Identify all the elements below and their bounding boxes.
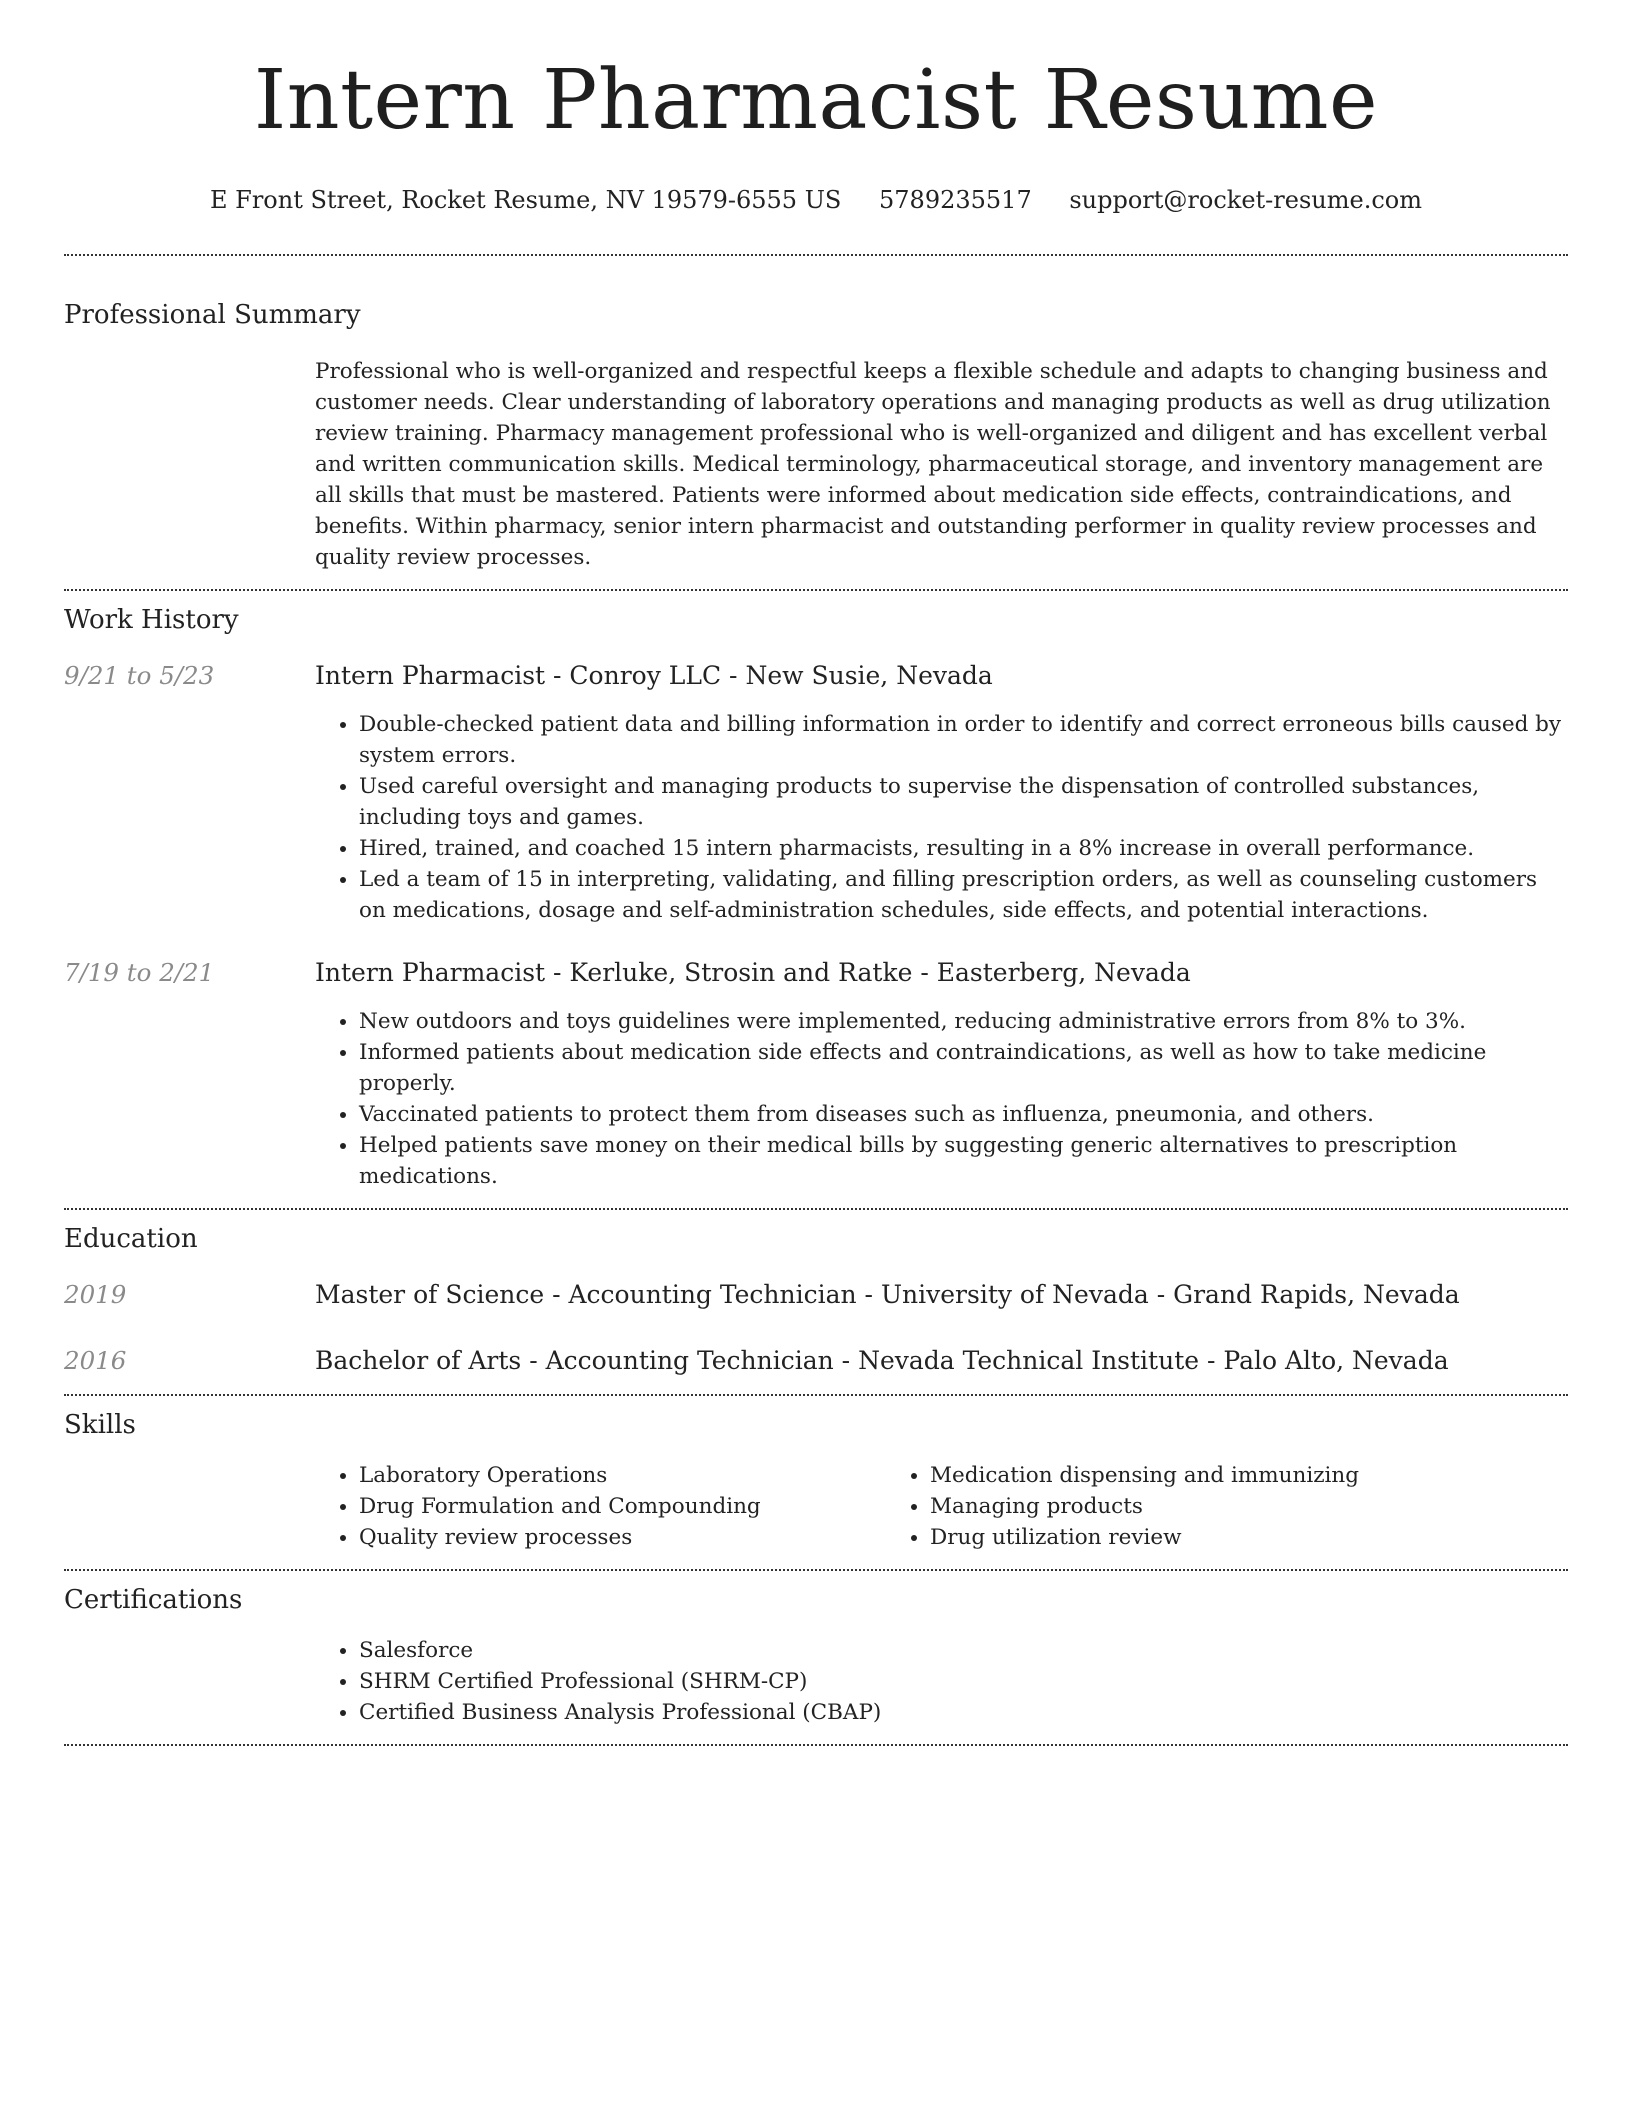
list-item: • SHRM Certified Professional (SHRM-CP) bbox=[359, 1666, 1568, 1697]
job-heading: Intern Pharmacist - Conroy LLC - New Susie, Nevada bbox=[315, 661, 993, 690]
contact-address: E Front Street, Rocket Resume, NV 19579-6555 US bbox=[210, 186, 842, 214]
job-bullets bbox=[315, 1006, 1568, 1192]
education-year: 2019 bbox=[64, 1280, 127, 1309]
list-item: • Used careful oversight and managing products to supervise the dispensation of controlled substances, including toys and games. bbox=[359, 771, 1568, 833]
education-degree: Bachelor of Arts - Accounting Technician - Nevada Technical Institute - Palo Alto, Nevada bbox=[315, 1346, 1449, 1375]
list-item: • Vaccinated patients to protect them from diseases such as influenza, pneumonia, and others. bbox=[359, 1099, 1568, 1130]
divider bbox=[64, 1744, 1568, 1746]
job-entry bbox=[64, 956, 1568, 1192]
job-dates: 9/21 to 5/23 bbox=[64, 661, 215, 690]
divider bbox=[64, 254, 1568, 256]
list-item: • Led a team of 15 in interpreting, validating, and filling prescription orders, as well as counseling customers on medications, dosage and self-administration schedules, side effects, and potential interactions. bbox=[359, 864, 1568, 926]
list-item: • Drug utilization review bbox=[930, 1522, 1457, 1553]
divider bbox=[64, 589, 1568, 591]
section-title-summary: Professional Summary bbox=[64, 300, 361, 330]
list-item: • New outdoors and toys guidelines were implemented, reducing administrative errors from 8% to 3%. bbox=[359, 1006, 1568, 1037]
divider bbox=[64, 1208, 1568, 1210]
job-entry bbox=[64, 659, 1568, 926]
list-item: • Hired, trained, and coached 15 intern pharmacists, resulting in a 8% increase in overall performance. bbox=[359, 833, 1568, 864]
section-title-skills: Skills bbox=[64, 1410, 136, 1440]
list-item: • Certified Business Analysis Professional (CBAP) bbox=[359, 1697, 1568, 1728]
education-degree: Master of Science - Accounting Technician - University of Nevada - Grand Rapids, Nevada bbox=[315, 1280, 1460, 1309]
contact-line bbox=[64, 184, 1568, 216]
contact-email: support@rocket-resume.com bbox=[1069, 186, 1422, 214]
list-item: • Helped patients save money on their medical bills by suggesting generic alternatives to prescription medications. bbox=[359, 1130, 1568, 1192]
education-year: 2016 bbox=[64, 1346, 127, 1375]
section-title-certifications: Certifications bbox=[64, 1585, 243, 1615]
list-item: • Laboratory Operations bbox=[359, 1460, 886, 1491]
list-item: • Quality review processes bbox=[359, 1522, 886, 1553]
job-dates: 7/19 to 2/21 bbox=[64, 958, 215, 987]
contact-phone: 5789235517 bbox=[879, 186, 1032, 214]
certifications-items bbox=[315, 1635, 1568, 1728]
list-item: • Medication dispensing and immunizing bbox=[930, 1460, 1457, 1491]
job-heading: Intern Pharmacist - Kerluke, Strosin and Ratke - Easterberg, Nevada bbox=[315, 958, 1191, 987]
divider bbox=[64, 1394, 1568, 1396]
education-entry bbox=[64, 1278, 1568, 1312]
divider bbox=[64, 1569, 1568, 1571]
list-item: • Drug Formulation and Compounding bbox=[359, 1491, 886, 1522]
section-title-work-history: Work History bbox=[64, 605, 239, 635]
section-title-education: Education bbox=[64, 1224, 198, 1254]
resume-title: Intern Pharmacist Resume bbox=[253, 53, 1379, 148]
skills-column-left bbox=[315, 1460, 886, 1553]
list-item: • Informed patients about medication side effects and contraindications, as well as how to take medicine properly. bbox=[359, 1037, 1568, 1099]
list-item: • Salesforce bbox=[359, 1635, 1568, 1666]
skills-list bbox=[315, 1460, 1568, 1553]
certifications-list bbox=[315, 1635, 1568, 1728]
skills-column-right bbox=[886, 1460, 1457, 1553]
education-entry bbox=[64, 1344, 1568, 1378]
list-item: • Managing products bbox=[930, 1491, 1457, 1522]
summary-text: Professional who is well-organized and respectful keeps a flexible schedule and adapts to changing business and customer needs. Clear understanding of laboratory operations and managing products as well as drug utilization review training. Pharmacy management professional who is well-organized and diligent and has excellent verbal and written communication skills. Medical terminology, pharmaceutical storage, and inventory management are all skills that must be mastered. Patients were informed about medication side effects, contraindications, and benefits. Within pharmacy, senior intern pharmacist and outstanding performer in quality review processes and quality review processes. bbox=[315, 359, 1551, 570]
job-bullets bbox=[315, 709, 1568, 926]
list-item: • Double-checked patient data and billing information in order to identify and correct erroneous bills caused by system errors. bbox=[359, 709, 1568, 771]
